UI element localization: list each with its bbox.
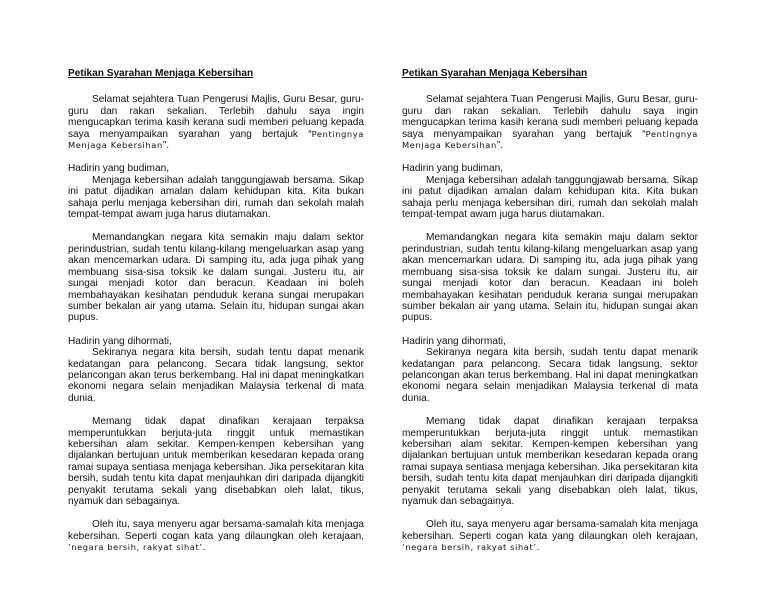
paragraph-responsibility: [68, 163, 364, 220]
paragraph-closing: [68, 519, 364, 553]
slogan-copy: ‘negara bersih, rakyat sihat’: [402, 542, 537, 553]
greeting-budiman-copy: Hadirin yang budiman,: [402, 163, 503, 175]
paragraph-campaign-copy: Memang tidak dapat dinafikan kerajaan terpaksa memperuntukkan berjuta-juta ringgit untuk memastikan kebersihan alam sekitar. Kempen-kempen kebersihan yang dijalankan bertujuan untuk memberikan kesedaran kepada orang ramai supaya sentiasa menjaga kebersihan. Jika persekitaran kita bersih, sudah tentu kita dapat menjauhkan diri daripada dijangkiti penyakit terutama sekali yang disebabkan oleh lalat, tikus, nyamuk dan sebagainya.: [402, 416, 698, 507]
speech-topic-copy: Pentingnya Menjaga Kebersihan: [402, 128, 698, 151]
speech-topic: Pentingnya Menjaga Kebersihan: [68, 128, 364, 151]
paragraph-responsibility-text-copy: Menjaga kebersihan adalah tanggungjawab bersama. Sikap ini patut dijadikan amalan dalam kehidupan kita. Kita bukan sahaja perlu menjaga kebersihan diri, rumah dan sekolah malah tempat-tempat awam juga harus diutamakan.: [402, 174, 698, 221]
paragraph-opening-text: Selamat sejahtera Tuan Pengerusi Majlis, Guru Besar, guru-guru dan rakan sekalian. Terlebih dahulu saya ingin mengucapkan terima kasih kerana sudi memberi peluang kepada saya menyampaikan syarahan yang bertajuk “: [68, 94, 364, 140]
paragraph-closing-text-copy: Oleh itu, saya menyeru agar bersama-samalah kita menjaga kebersihan. Seperti cogan kata yang dilaungkan oleh kerajaan,: [402, 519, 698, 542]
greeting-dihormati: Hadirin yang dihormati,: [68, 335, 172, 347]
paragraph-closing-end-copy: .: [536, 542, 540, 554]
paragraph-closing-end: .: [202, 542, 206, 554]
paragraph-responsibility-copy: [402, 163, 698, 220]
paragraph-pollution-copy: Memandangkan negara kita semakin maju dalam sektor perindustrian, sudah tentu kilang-kilang mengeluarkan asap yang akan mencemarkan udara. Di samping itu, ada juga pihak yang membuang sisa-sisa toksik ke dalam sungai. Justeru itu, air sungai menjadi kotor dan beracun. Keadaan ini boleh membahayakan kesihatan penduduk kerana sungai merupakan sumber bekalan air yang utama. Selain itu, hidupan sungai akan pupus.: [402, 232, 698, 324]
paragraph-tourism-text-copy: Sekiranya negara kita bersih, sudah tentu dapat menarik kedatangan para pelancong. Secara tidak langsung, sektor pelancongan akan terus berkembang. Hal ini dapat meningkatkan ekonomi negara selain menjadikan Malaysia terkenal di mata dunia.: [402, 347, 698, 404]
document-column-right: [402, 68, 698, 566]
paragraph-opening-end-copy: ”.: [496, 140, 504, 152]
paragraph-opening-text-copy: Selamat sejahtera Tuan Pengerusi Majlis, Guru Besar, guru-guru dan rakan sekalian. Terlebih dahulu saya ingin mengucapkan terima kasih kerana sudi memberi peluang kepada saya menyampaikan syarahan yang bertajuk “: [402, 94, 698, 140]
paragraph-responsibility-text: Menjaga kebersihan adalah tanggungjawab bersama. Sikap ini patut dijadikan amalan dalam kehidupan kita. Kita bukan sahaja perlu menjaga kebersihan diri, rumah dan sekolah malah tempat-tempat awam juga harus diutamakan.: [68, 174, 364, 221]
paragraph-closing-copy: [402, 519, 698, 553]
paragraph-opening: [68, 94, 364, 151]
paragraph-campaign: Memang tidak dapat dinafikan kerajaan terpaksa memperuntukkan berjuta-juta ringgit untuk memastikan kebersihan alam sekitar. Kempen-kempen kebersihan yang dijalankan bertujuan untuk memberikan kesedaran kepada orang ramai supaya sentiasa menjaga kebersihan. Jika persekitaran kita bersih, sudah tentu kita dapat menjauhkan diri daripada dijangkiti penyakit terutama sekali yang disebabkan oleh lalat, tikus, nyamuk dan sebagainya.: [68, 416, 364, 507]
paragraph-tourism-text: Sekiranya negara kita bersih, sudah tentu dapat menarik kedatangan para pelancong. Secara tidak langsung, sektor pelancongan akan terus berkembang. Hal ini dapat meningkatkan ekonomi negara selain menjadikan Malaysia terkenal di mata dunia.: [68, 347, 364, 404]
greeting-dihormati-copy: Hadirin yang dihormati,: [402, 335, 506, 347]
paragraph-opening-copy: [402, 94, 698, 151]
paragraph-opening-end: ”.: [162, 140, 170, 152]
slogan: ‘negara bersih, rakyat sihat’: [68, 542, 203, 553]
document-title: Petikan Syarahan Menjaga Kebersihan: [68, 68, 254, 79]
paragraph-closing-text: Oleh itu, saya menyeru agar bersama-samalah kita menjaga kebersihan. Seperti cogan kata yang dilaungkan oleh kerajaan,: [68, 519, 364, 542]
document-column-left: [68, 68, 364, 566]
paragraph-pollution: Memandangkan negara kita semakin maju dalam sektor perindustrian, sudah tentu kilang-kilang mengeluarkan asap yang akan mencemarkan udara. Di samping itu, ada juga pihak yang membuang sisa-sisa toksik ke dalam sungai. Justeru itu, air sungai menjadi kotor dan beracun. Keadaan ini boleh membahayakan kesihatan penduduk kerana sungai merupakan sumber bekalan air yang utama. Selain itu, hidupan sungai akan pupus.: [68, 232, 364, 324]
document-title-copy: Petikan Syarahan Menjaga Kebersihan: [402, 68, 588, 79]
paragraph-tourism-copy: [402, 336, 698, 404]
paragraph-tourism: [68, 336, 364, 404]
greeting-budiman: Hadirin yang budiman,: [68, 163, 169, 175]
